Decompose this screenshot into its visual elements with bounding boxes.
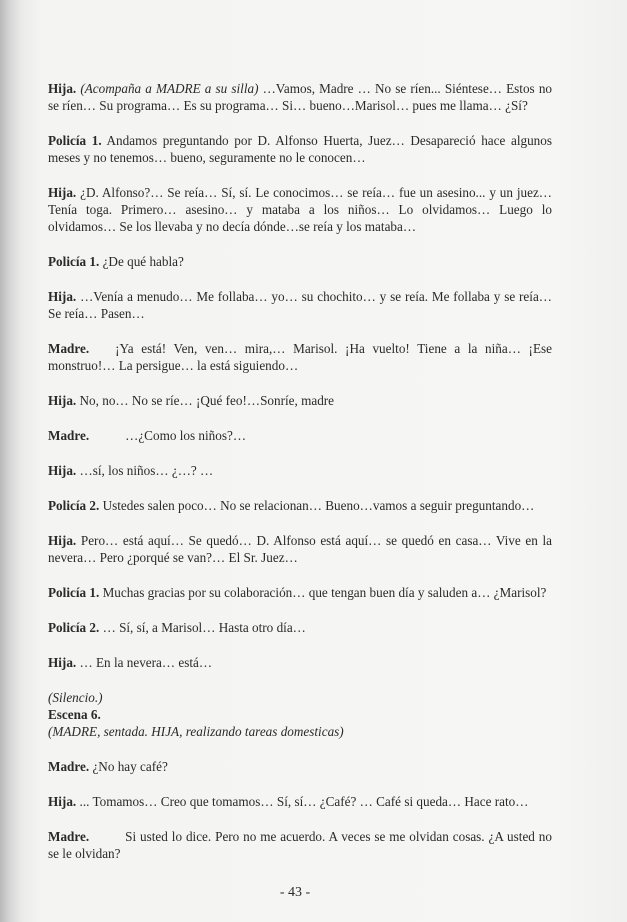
dialogue-line <box>48 619 552 636</box>
speaker-name: Hija. <box>48 81 77 96</box>
dialogue-line <box>48 184 552 235</box>
dialogue-text: Muchas gracias por su colaboración… que tengan buen día y saluden a… ¿Marisol? <box>99 585 547 600</box>
speaker-name: Hija. <box>48 463 77 478</box>
dialogue-line <box>48 793 552 810</box>
stage-direction: (Acompaña a MADRE a su silla) <box>80 81 259 96</box>
speaker-name: Madre. <box>48 341 90 356</box>
dialogue-line <box>48 532 552 566</box>
dialogue-line <box>48 132 552 166</box>
speaker-name: Policía 2. <box>48 620 100 635</box>
page-edge-shadow <box>557 0 627 922</box>
dialogue-line <box>48 80 552 114</box>
dialogue-text: …¿Como los niños?… <box>125 428 247 443</box>
speaker-name: Hija. <box>48 533 77 548</box>
dialogue-line <box>48 392 552 409</box>
scene-title: Escena 6. <box>48 707 101 722</box>
dialogue-text: ¿D. Alfonso?… Se reía… Sí, sí. Le conocimos… se reía… fue un asesino... y un juez… Tenía toga. Primero… asesino… y mataba a los niños… Lo olvidamos… Luego lo olvidamos… Se los llevaba y no decía dónde…se reía y los mataba… <box>48 185 552 234</box>
speaker-name: Madre. <box>48 829 90 844</box>
dialogue-text: Pero… está aquí… Se quedó… D. Alfonso está aquí… se quedó en casa… Vive en la nevera… Pero ¿porqué se van?… El Sr. Juez… <box>48 533 552 565</box>
speaker-name: Hija. <box>48 794 77 809</box>
dialogue-line <box>48 462 552 479</box>
dialogue-text: Andamos preguntando por D. Alfonso Huerta, Juez… Desapareció hace algunos meses y no tenemos… bueno, seguramente no le conocen… <box>48 133 552 165</box>
dialogue-line <box>48 340 552 374</box>
dialogue-text: ... Tomamos… Creo que tomamos… Sí, sí… ¿Café? … Café si queda… Hace rato… <box>76 794 529 809</box>
dialogue-line <box>48 584 552 601</box>
dialogue-line <box>48 253 552 270</box>
dialogue-text: No, no… No se ríe… ¡Qué feo!…Sonríe, madre <box>76 393 335 408</box>
dialogue-line <box>48 828 552 862</box>
dialogue-text: … En la nevera… está… <box>76 655 213 670</box>
dialogue-text: … Sí, sí, a Marisol… Hasta otro día… <box>99 620 306 635</box>
speaker-name: Policía 1. <box>48 133 102 148</box>
dialogue-line <box>48 427 552 444</box>
speaker-name: Policía 1. <box>48 254 100 269</box>
speaker-name: Policía 2. <box>48 498 100 513</box>
speaker-name: Hija. <box>48 289 77 304</box>
speaker-name: Hija. <box>48 185 77 200</box>
dialogue-line <box>48 654 552 671</box>
dialogue-text: …sí, los niños… ¿…? … <box>76 463 214 478</box>
play-script-body <box>48 80 552 880</box>
dialogue-text: Ustedes salen poco… No se relacionan… Bueno…vamos a seguir preguntando… <box>99 498 535 513</box>
speaker-name: Policía 1. <box>48 585 100 600</box>
speaker-name: Hija. <box>48 655 77 670</box>
dialogue-text: ¿De qué habla? <box>99 254 184 269</box>
dialogue-line <box>48 758 552 775</box>
dialogue-text: …Venía a menudo… Me follaba… yo… su chochito… y se reía. Me follaba y se reía… Se reía… Pasen… <box>48 289 552 321</box>
dialogue-text: …Vamos, Madre … No se ríen... Siéntese… Estos no se ríen… Su programa… Es su programa… Si… bueno…Marisol… pues me llama… ¿Sí? <box>48 81 553 113</box>
speaker-name: Madre. <box>48 759 90 774</box>
speaker-name: Madre. <box>48 428 90 443</box>
dialogue-text: ¡Ya está! Ven, ven… mira,… Marisol. ¡Ha vuelto! Tiene a la niña… ¡Ese monstruo!… La persigue… la está siguiendo… <box>48 341 552 373</box>
dialogue-line <box>48 497 552 514</box>
dialogue-text: ¿No hay café? <box>89 759 168 774</box>
silence-direction: (Silencio.) <box>48 690 103 705</box>
scene-direction: (MADRE, sentada. HIJA, realizando tareas domesticas) <box>48 724 344 739</box>
page-number: - 43 - <box>279 885 311 900</box>
dialogue-text: Si usted lo dice. Pero no me acuerdo. A veces se me olvidan cosas. ¿A usted no se le olvidan? <box>48 829 552 861</box>
dialogue-line <box>48 288 552 322</box>
speaker-name: Hija. <box>48 393 77 408</box>
